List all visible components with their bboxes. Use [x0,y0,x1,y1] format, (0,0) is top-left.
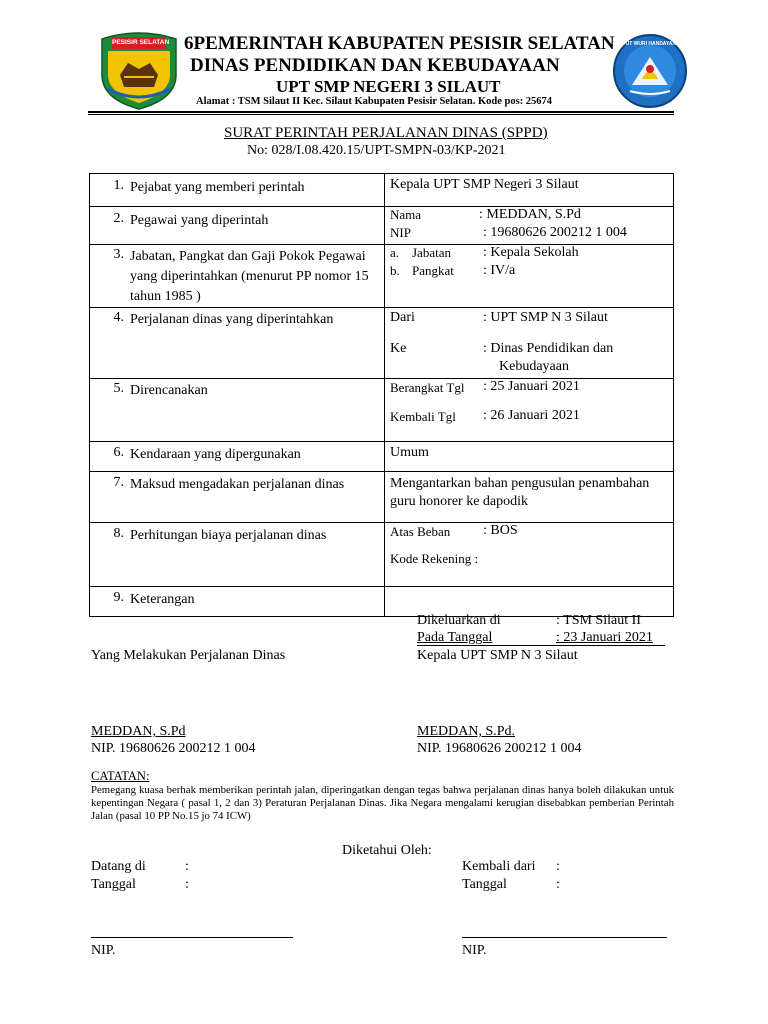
right-signature-title: Kepala UPT SMP N 3 Silaut [417,648,578,663]
row-number: 7. [113,475,124,490]
left-footer-nip: NIP. [91,943,116,958]
kembali-label: Kembali Tgl [390,409,456,424]
table-row [90,442,674,472]
table-row [90,379,674,442]
row-label: Perhitungan biaya perjalanan dinas [130,528,327,543]
header-line-3: UPT SMP NEGERI 3 SILAUT [276,77,501,96]
right-tanggal-colon: : [556,877,560,892]
dari-label: Dari [390,310,415,325]
berangkat-label: Berangkat Tgl [390,380,465,395]
row-value: Mengantarkan bahan pengusulan penambahan guru honorer ke dapodik [390,476,650,509]
row-value [385,587,673,590]
jabatan-label: Jabatan [412,245,451,260]
ke-label: Ke [390,341,407,356]
row-number: 1. [113,178,124,193]
left-signature-line [91,937,293,938]
beban-value: : BOS [483,523,518,538]
ke-value-continued: Kebudayaan [499,359,569,374]
left-tanggal-colon: : [185,877,189,892]
row-label: Perjalanan dinas yang diperintahkan [130,312,334,327]
right-tanggal-label: Tanggal [462,877,507,892]
header-rule-thin [88,114,674,115]
jabatan-letter: a. [390,245,400,260]
row-number: 5. [113,381,124,396]
header-line-2: DINAS PENDIDIKAN DAN KEBUDAYAAN [190,55,560,76]
left-signer-name: MEDDAN, S.Pd [91,724,186,739]
table-row [90,523,674,587]
left-signer-nip: NIP. 19680626 200212 1 004 [91,741,256,756]
issued-date-label: Pada Tanggal [417,630,493,645]
row-label: Jabatan, Pangkat dan Gaji Pokok Pegawai yang diperintahkan (menurut PP nomor 15 tahun 1985 ) [130,249,369,304]
table-row [90,308,674,379]
table-row [90,174,674,207]
row-number: 2. [113,211,124,226]
header-line-1: 6PEMERINTAH KABUPATEN PESISIR SELATAN [184,33,615,54]
table-row [90,245,674,308]
header-address: Alamat : TSM Silaut II Kec. Silaut Kabupaten Pesisir Selatan. Kode pos: 25674 [196,96,553,107]
row-label: Keterangan [130,592,195,607]
row-label: Pegawai yang diperintah [130,213,269,228]
catatan-text: Pemegang kuasa berhak memberikan perintah jalan, diperingatkan dengan tegas bahwa perjalanan dinas hanya boleh dilakukan untuk kepentingan Negara ( pasal 1, 2 dan 3) Peraturan Perjalanan Dinas. Jika Negara mengalami kerugian disebabkan pemberian Perintah Jalan (pasal 10 PP No.15 jo 74 ICW) [91,784,674,822]
right-signer-nip: NIP. 19680626 200212 1 004 [417,741,582,756]
row-label: Direncanakan [130,383,208,398]
dari-value: : UPT SMP N 3 Silaut [483,310,608,325]
catatan-label: CATATAN: [91,769,150,783]
sppd-table [89,173,674,617]
nama-label: Nama [390,207,422,222]
table-row [90,472,674,523]
tut-wuri-handayani-logo [612,33,688,109]
issued-date-value: : 23 Januari 2021 [556,630,653,645]
table-row [90,207,674,245]
row-label: Kendaraan yang dipergunakan [130,447,301,462]
datang-label: Datang di [91,859,146,874]
pangkat-value: : IV/a [483,263,516,278]
table-row [90,587,674,617]
row-number: 4. [113,310,124,325]
row-value: Umum [390,445,429,460]
pangkat-letter: b. [390,263,400,278]
datang-colon: : [185,859,189,874]
right-signer-name: MEDDAN, S.Pd. [417,724,516,739]
document-number: No: 028/I.08.420.15/UPT-SMPN-03/KP-2021 [247,143,506,158]
row-number: 3. [113,247,124,262]
logo-banner-text: PESISIR SELATAN [112,39,170,46]
row-number: 8. [113,526,124,541]
issued-date-underline [417,645,665,646]
nip-value: : 19680626 200212 1 004 [483,225,627,240]
rekening-label: Kode Rekening : [390,551,479,566]
right-footer-nip: NIP. [462,943,487,958]
diketahui-oleh: Diketahui Oleh: [342,843,432,858]
kembali-label: Kembali dari [462,859,536,874]
issued-place-label: Dikeluarkan di [417,613,501,628]
nama-value: : MEDDAN, S.Pd [479,207,581,222]
berangkat-value: : 25 Januari 2021 [483,379,580,394]
nip-label: NIP [390,225,411,240]
issued-place-value: : TSM Silaut II [556,613,641,628]
header-rule-thick [88,111,674,113]
row-label: Maksud mengadakan perjalanan dinas [130,477,345,492]
kembali-colon: : [556,859,560,874]
left-tanggal-label: Tanggal [91,877,136,892]
row-value: Kepala UPT SMP Negeri 3 Silaut [390,177,579,192]
logo-motto-text: TUT WURI HANDAYANI [622,41,678,47]
right-signature-line [462,937,667,938]
pesisir-selatan-logo [98,31,180,111]
row-label: Pejabat yang memberi perintah [130,180,305,195]
left-signature-title: Yang Melakukan Perjalanan Dinas [91,648,286,663]
ke-value: : Dinas Pendidikan dan [483,341,614,356]
pangkat-label: Pangkat [412,263,454,278]
row-number: 6. [113,445,124,460]
row-number: 9. [113,590,124,605]
document-title: SURAT PERINTAH PERJALANAN DINAS (SPPD) [224,125,548,141]
jabatan-value: : Kepala Sekolah [483,245,579,260]
kembali-value: : 26 Januari 2021 [483,408,580,423]
beban-label: Atas Beban [390,524,451,539]
